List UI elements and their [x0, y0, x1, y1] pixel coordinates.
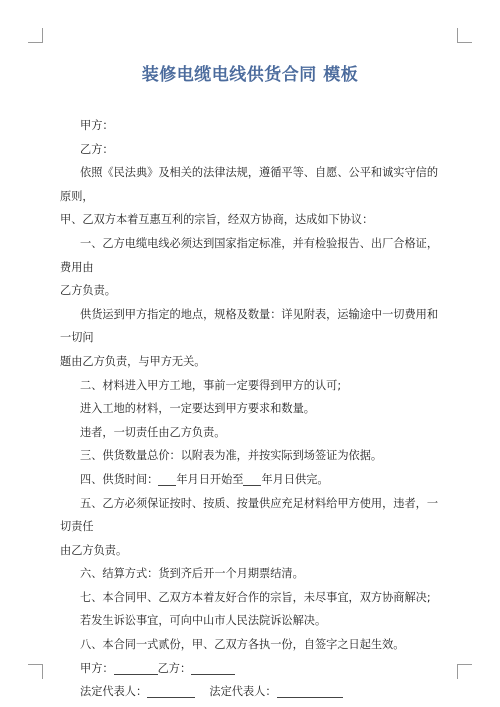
clause-3: 三、供货数量总价：以附表为准，并按实际到场签证为依据。 [80, 449, 383, 463]
clause-5-line-1: 五、乙方必须保证按时、按质、按量供应充足材料给甲方使用，违者，一切责任 [60, 496, 439, 534]
crop-mark-bottom-right [457, 664, 472, 679]
party-b-line: 乙方： [80, 142, 114, 156]
intro-line-2: 甲、乙双方本着互惠互利的宗旨，经双方协商，达成如下协议： [60, 213, 374, 227]
crop-mark-top-left [28, 28, 43, 43]
clause-4-mid: 年月日开始至 [176, 472, 244, 486]
crop-mark-bottom-left [28, 664, 43, 679]
rep-a-label: 法定代表人： [80, 685, 148, 699]
clause-4 [60, 468, 442, 492]
party-a-line: 甲方： [80, 119, 114, 132]
clause-2-materials: 进入工地的材料，一定要达到甲方要求和数量。 [80, 402, 315, 416]
clause-8: 八、本合同一式贰份，甲、乙双方各执一份，自签字之日起生效。 [80, 638, 405, 652]
sign-party-b-label: 乙方： [157, 661, 192, 675]
rep-b-label: 法定代表人： [209, 685, 277, 699]
clause-7: 七、本合同甲、乙双方本着友好合作的宗旨，未尽事宜，双方协商解决; [80, 590, 431, 604]
end-year-blank [243, 472, 261, 486]
clause-6: 六、结算方式：货到齐后开一个月期票结清。 [80, 567, 304, 581]
crop-mark-top-right [457, 28, 472, 43]
rep-a-line [147, 684, 195, 698]
document-body [60, 114, 442, 704]
clause-5-line-2: 由乙方负责。 [60, 543, 128, 557]
delivery-line-2: 题由乙方负责，与甲方无关。 [60, 354, 206, 368]
document-title: 装修电缆电线供货合同 模板 [141, 65, 359, 85]
sign-party-a-line [114, 661, 158, 675]
clause-7-litigation: 若发生诉讼事宜，可向中山市人民法院诉讼解决。 [80, 614, 327, 628]
clause-2-liability: 违者，一切责任由乙方负责。 [80, 425, 226, 439]
signature-representatives [60, 680, 442, 704]
intro-line-1: 依照《民法典》及相关的法律法规，遵循平等、自愿、公平和诚实守信的原则， [60, 166, 439, 203]
clause-1-line-2: 乙方负责。 [60, 284, 116, 298]
start-year-blank [158, 472, 176, 486]
sign-party-a-label: 甲方： [80, 661, 114, 675]
sign-party-b-line [191, 661, 235, 675]
rep-b-line [277, 684, 343, 698]
clause-2: 二、材料进入甲方工地，事前一定要得到甲方的认可; [80, 378, 342, 392]
clause-4-prefix: 四、供货时间： [80, 472, 159, 486]
clause-4-suffix: 年月日供完。 [261, 472, 329, 486]
delivery-line-1: 供货运到甲方指定的地点，规格及数量：详见附表，运输途中一切费用和一切问 [60, 307, 439, 345]
clause-1-line-1: 一、乙方电缆电线必须达到国家指定标准，并有检验报告、出厂合格证，费用由 [60, 236, 439, 274]
signature-parties [60, 657, 442, 681]
